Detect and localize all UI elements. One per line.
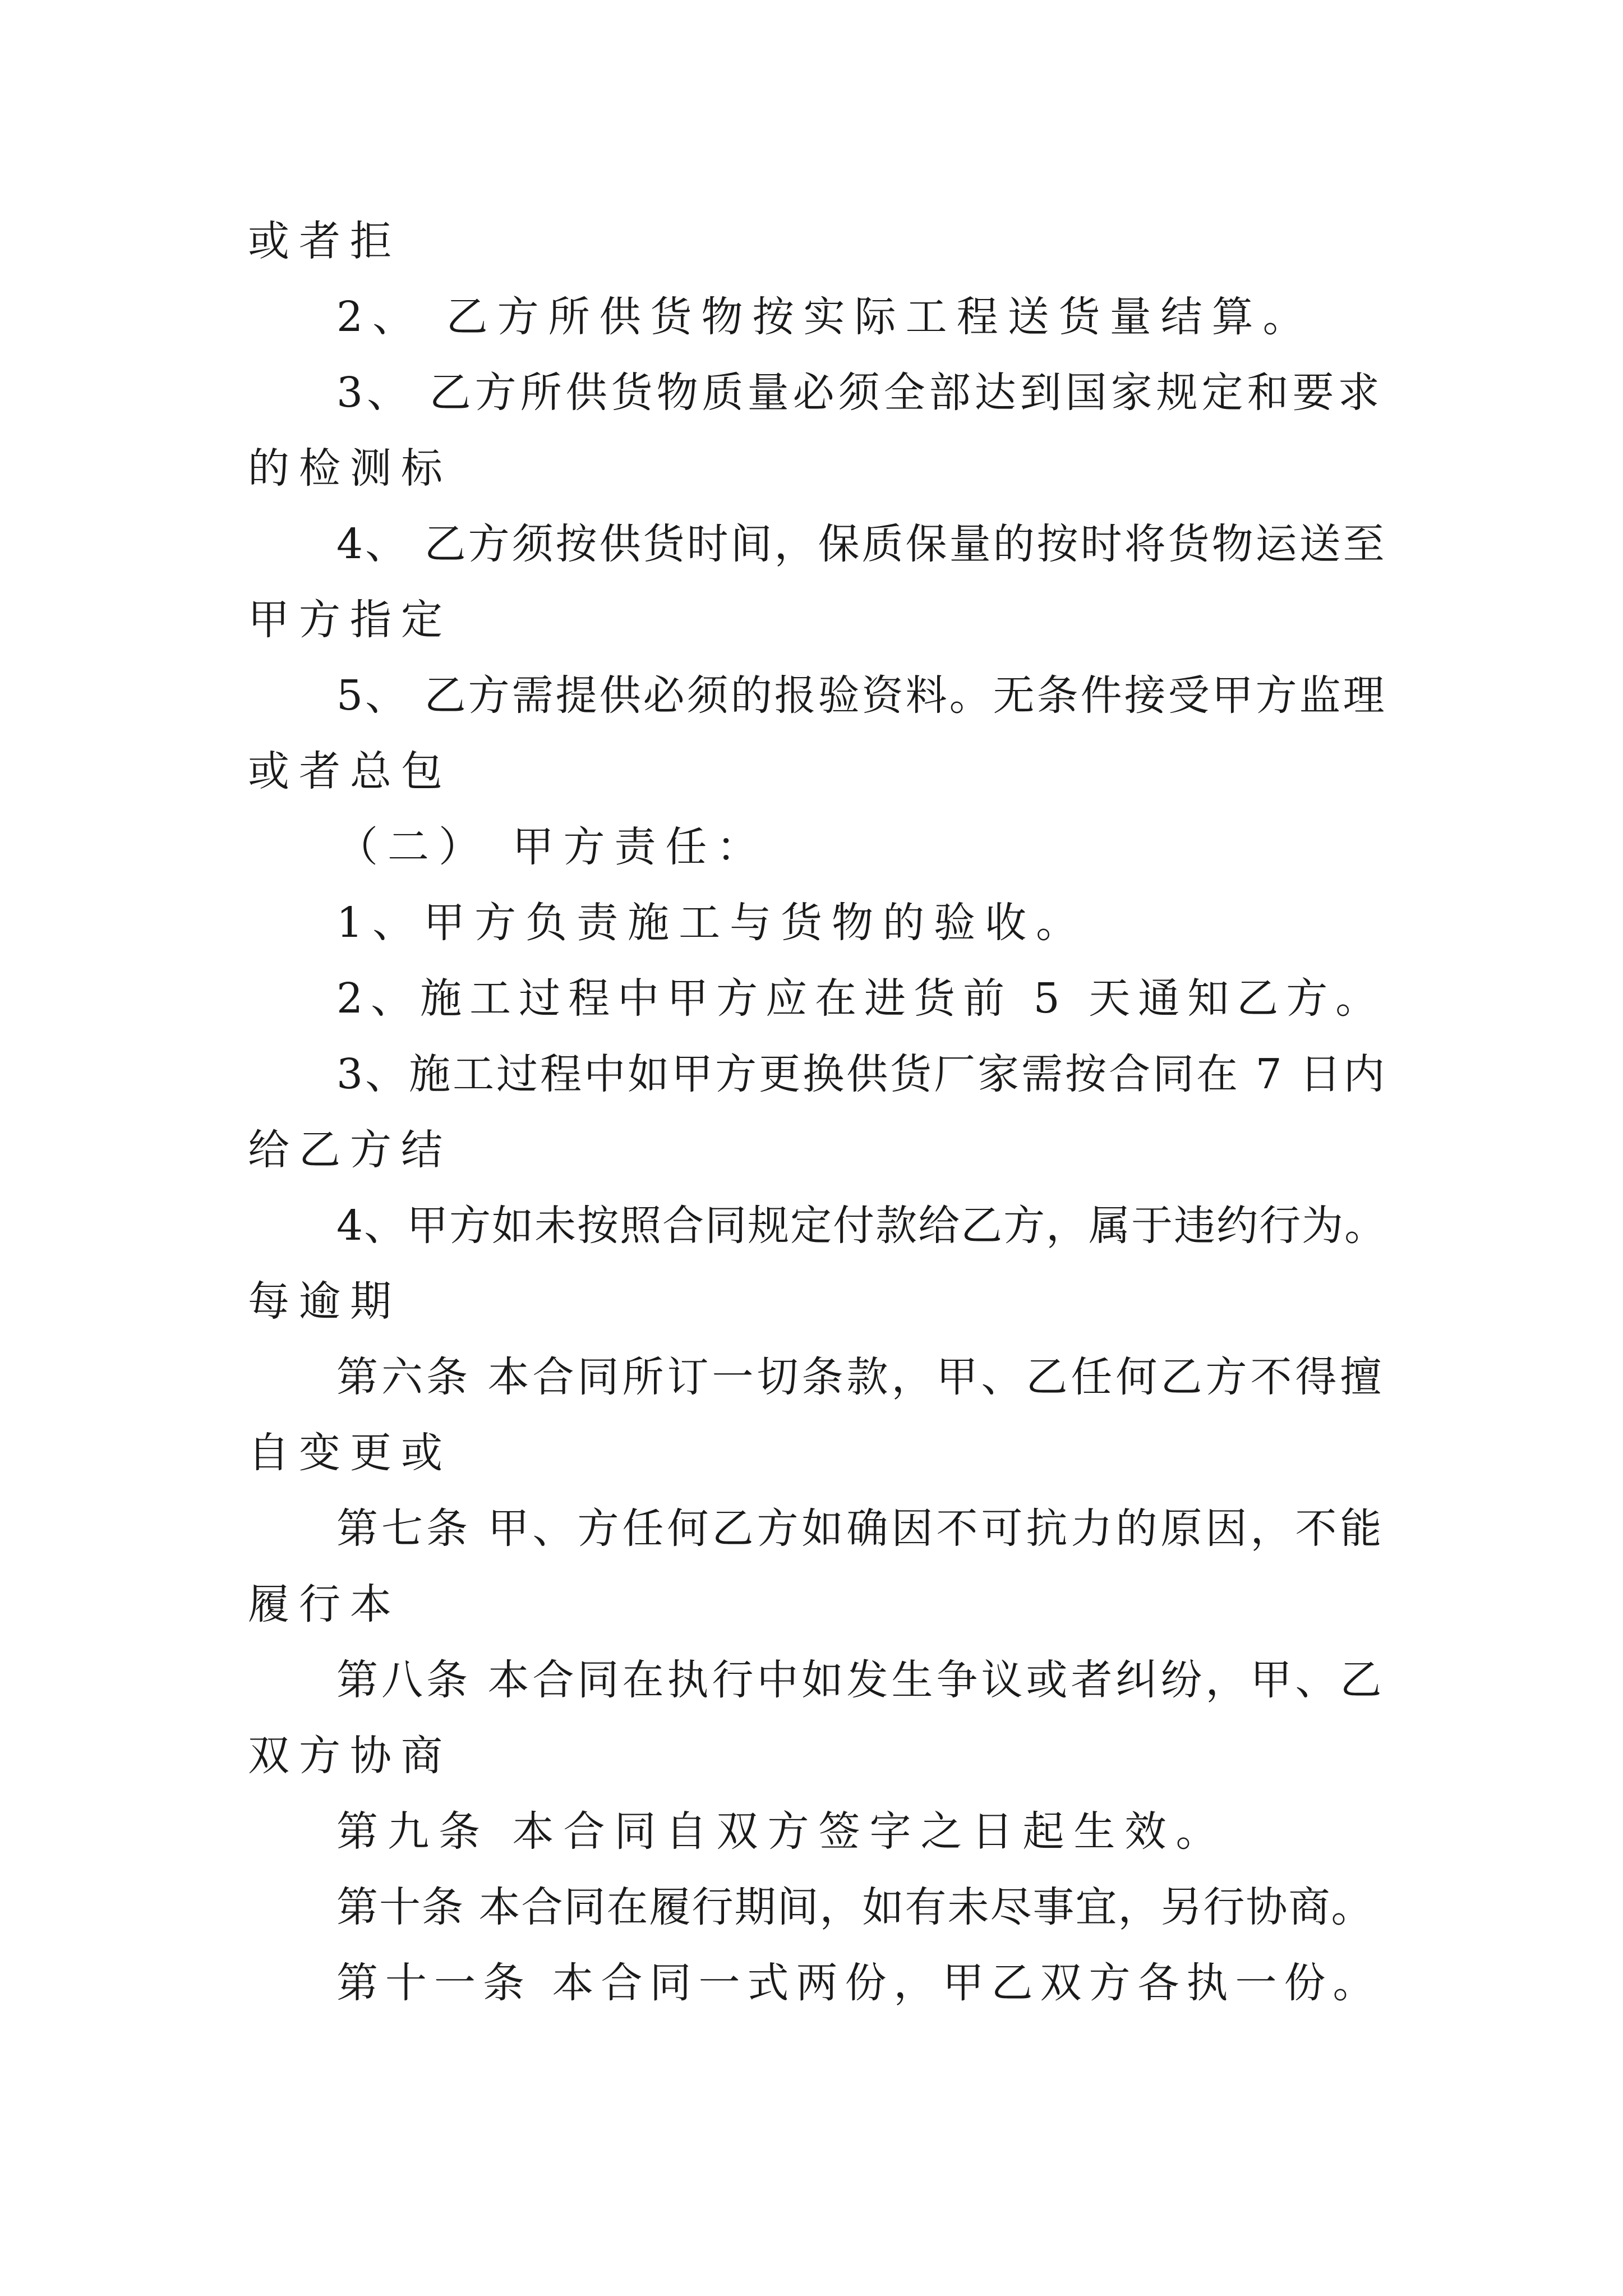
- text-line: 自变更或: [248, 1429, 452, 1477]
- text-line: 双方协商: [248, 1732, 452, 1780]
- text-line: 5、 乙方需提供必须的报验资料。无条件接受甲方监理: [336, 671, 1387, 720]
- text-line: 或者总包: [248, 747, 452, 795]
- text-line: 给乙方结: [248, 1126, 452, 1174]
- text-line: 3、施工过程中如甲方更换供货厂家需按合同在 7 日内: [336, 1050, 1387, 1098]
- text-line: 1、甲方负责施工与货物的验收。: [336, 899, 1087, 947]
- text-line: 每逾期: [248, 1277, 401, 1326]
- text-line: 3、 乙方所供货物质量必须全部达到国家规定和要求: [336, 369, 1384, 417]
- text-line: 4、 乙方须按供货时间，保质保量的按时将货物运送至: [336, 520, 1387, 568]
- text-line: 第十条 本合同在履行期间，如有未尽事宜，另行协商。: [336, 1883, 1374, 1931]
- text-line: 第七条 甲、方任何乙方如确因不可抗力的原因，不能: [336, 1504, 1385, 1553]
- text-line: 的检测标: [248, 444, 452, 493]
- text-line: 第九条 本合同自双方签字之日起生效。: [336, 1807, 1227, 1856]
- text-line: 2、 乙方所供货物按实际工程送货量结算。: [336, 293, 1314, 341]
- text-line: 第八条 本合同在执行中如发生争议或者纠纷，甲、乙: [336, 1656, 1385, 1704]
- text-line: 第六条 本合同所订一切条款，甲、乙任何乙方不得擅: [336, 1353, 1385, 1401]
- text-line: 第十一条 本合同一式两份，甲乙双方各执一份。: [336, 1959, 1382, 2007]
- text-line: 甲方指定: [248, 596, 452, 644]
- section-heading: （二） 甲方责任：: [336, 823, 768, 871]
- text-line: 履行本: [248, 1580, 401, 1628]
- text-line: 2、施工过程中甲方应在进货前 5 天通知乙方。: [336, 974, 1385, 1023]
- text-line: 或者拒: [248, 217, 401, 265]
- text-line: 4、甲方如未按照合同规定付款给乙方，属于违约行为。: [336, 1202, 1387, 1250]
